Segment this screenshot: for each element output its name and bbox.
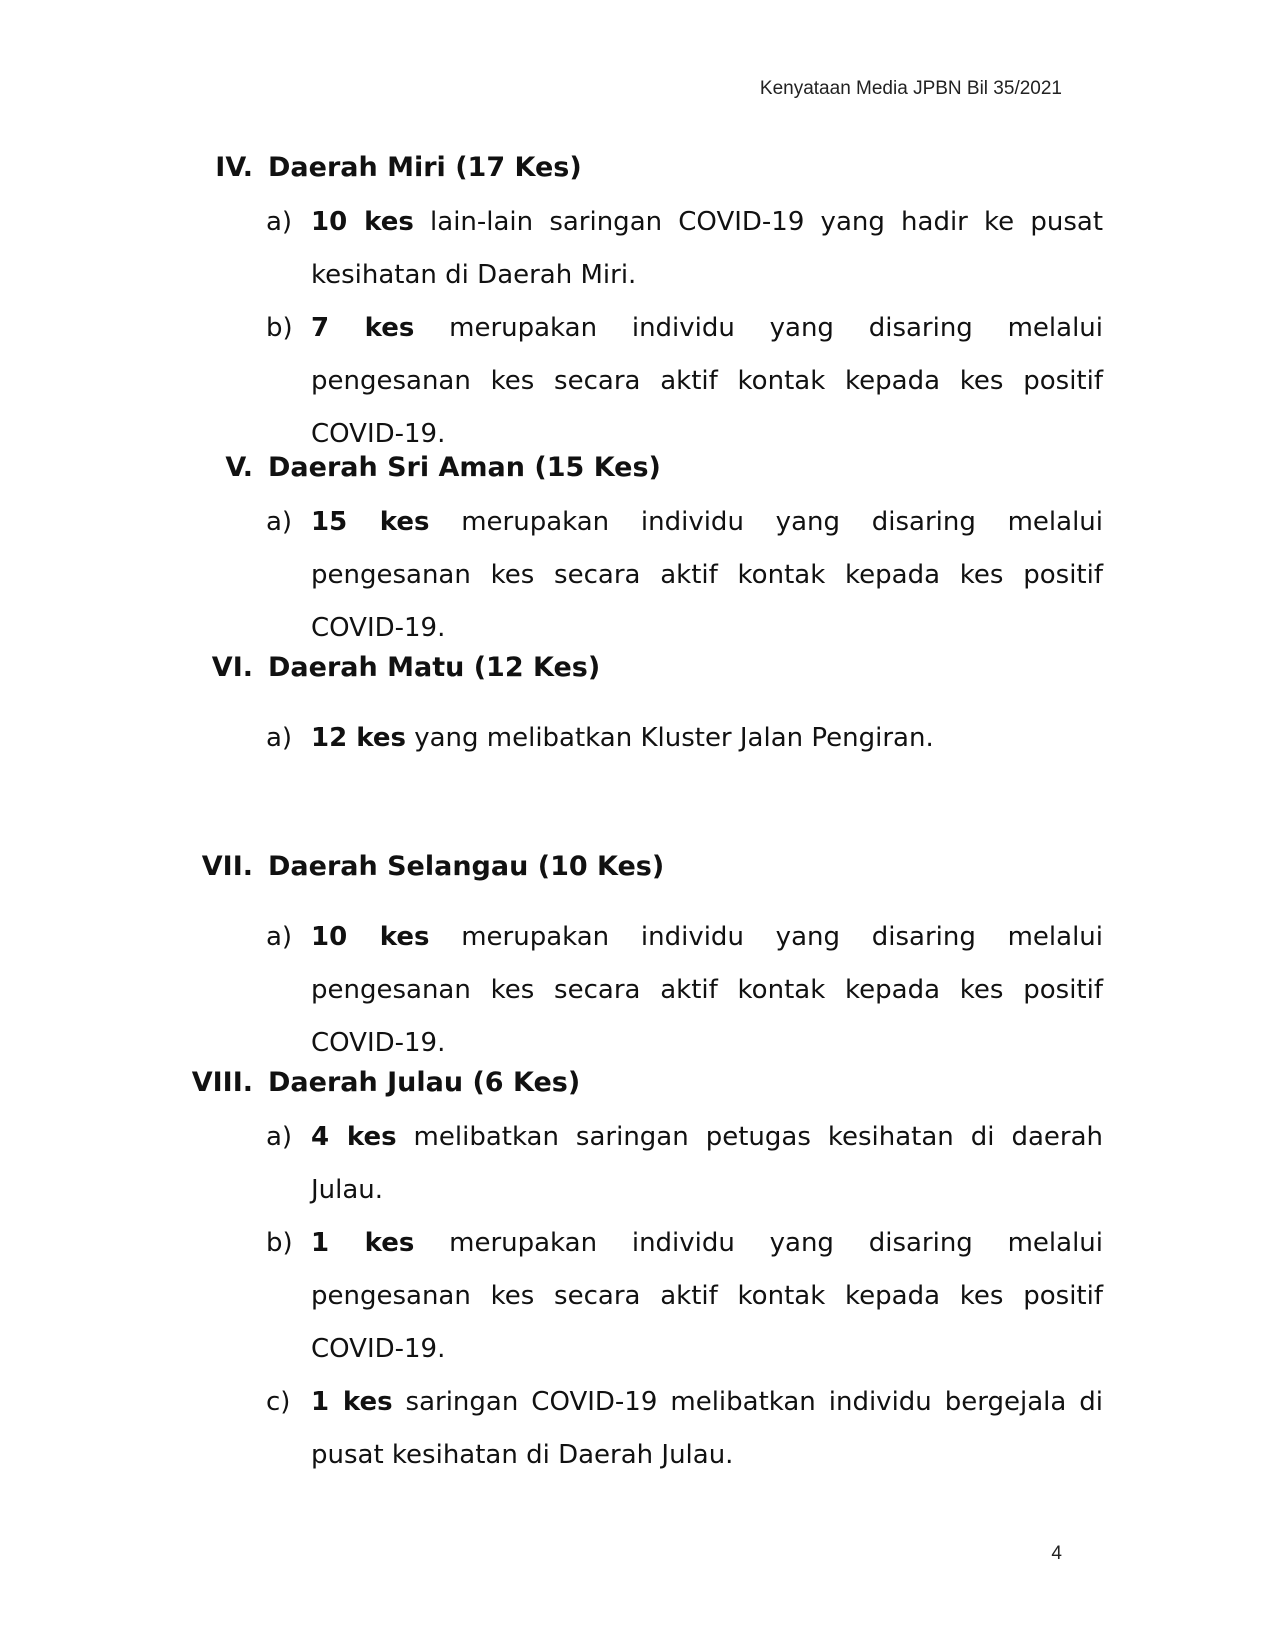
case-count: 12 kes (311, 723, 406, 753)
item-description: lain-lain saringan COVID-19 yang hadir ke pusat kesihatan di Daerah Miri. (311, 207, 1104, 290)
item-text (311, 911, 1103, 1070)
item-label: b) (266, 313, 293, 343)
section-heading (0, 148, 1275, 188)
section-title: Daerah Matu (12 Kes) (268, 652, 601, 683)
list-item (0, 1217, 1275, 1376)
case-count: 4 kes (311, 1122, 397, 1152)
item-label: a) (266, 507, 293, 537)
section-title: Daerah Julau (6 Kes) (268, 1067, 581, 1098)
item-description: merupakan individu yang disaring melalui pengesanan kes secara aktif kontak kepada kes positif COVID-19. (311, 507, 1104, 643)
section-number: VII. (201, 851, 253, 882)
item-text (311, 302, 1103, 461)
item-text (311, 496, 1103, 655)
item-label: b) (266, 1228, 293, 1258)
case-count: 15 kes (311, 507, 430, 537)
list-item (0, 911, 1275, 1070)
section-julau (0, 1063, 1275, 1482)
section-number: V. (225, 452, 253, 483)
item-description: melibatkan saringan petugas kesihatan di daerah Julau. (311, 1122, 1103, 1205)
section-number: VIII. (191, 1067, 253, 1098)
case-count: 10 kes (311, 207, 414, 237)
page-number: 4 (1051, 1543, 1062, 1564)
section-title: Daerah Miri (17 Kes) (268, 152, 582, 183)
list-item (0, 496, 1275, 655)
section-title: Daerah Selangau (10 Kes) (268, 851, 665, 882)
list-item (0, 1111, 1275, 1217)
section-heading (0, 1063, 1275, 1103)
item-description: merupakan individu yang disaring melalui pengesanan kes secara aktif kontak kepada kes positif COVID-19. (311, 922, 1104, 1058)
case-count: 10 kes (311, 922, 430, 952)
item-description: saringan COVID-19 melibatkan individu bergejala di pusat kesihatan di Daerah Julau. (311, 1387, 1103, 1470)
item-text (311, 1376, 1103, 1482)
section-heading (0, 847, 1275, 887)
section-heading (0, 448, 1275, 488)
case-count: 1 kes (311, 1228, 415, 1258)
list-item (0, 712, 1275, 765)
list-item (0, 196, 1275, 302)
section-sri-aman (0, 448, 1275, 655)
item-description: merupakan individu yang disaring melalui pengesanan kes secara aktif kontak kepada kes positif COVID-19. (311, 1228, 1103, 1364)
item-description: merupakan individu yang disaring melalui pengesanan kes secara aktif kontak kepada kes positif COVID-19. (311, 313, 1103, 449)
section-heading (0, 648, 1275, 688)
list-item (0, 1376, 1275, 1482)
item-label: a) (266, 1122, 293, 1152)
item-label: a) (266, 922, 293, 952)
item-text (311, 1217, 1103, 1376)
section-miri (0, 148, 1275, 461)
item-label: a) (266, 723, 293, 753)
item-label: c) (266, 1387, 291, 1417)
section-number: VI. (211, 652, 253, 683)
section-number: IV. (215, 152, 253, 183)
item-text (311, 1111, 1103, 1217)
case-count: 7 kes (311, 313, 415, 343)
item-text (311, 196, 1103, 302)
item-description: yang melibatkan Kluster Jalan Pengiran. (405, 723, 934, 753)
section-matu (0, 648, 1275, 765)
item-text (311, 712, 1103, 765)
list-item (0, 302, 1275, 461)
document-header: Kenyataan Media JPBN Bil 35/2021 (759, 78, 1062, 99)
section-title: Daerah Sri Aman (15 Kes) (268, 452, 661, 483)
section-selangau (0, 847, 1275, 1070)
item-label: a) (266, 207, 293, 237)
case-count: 1 kes (311, 1387, 393, 1417)
